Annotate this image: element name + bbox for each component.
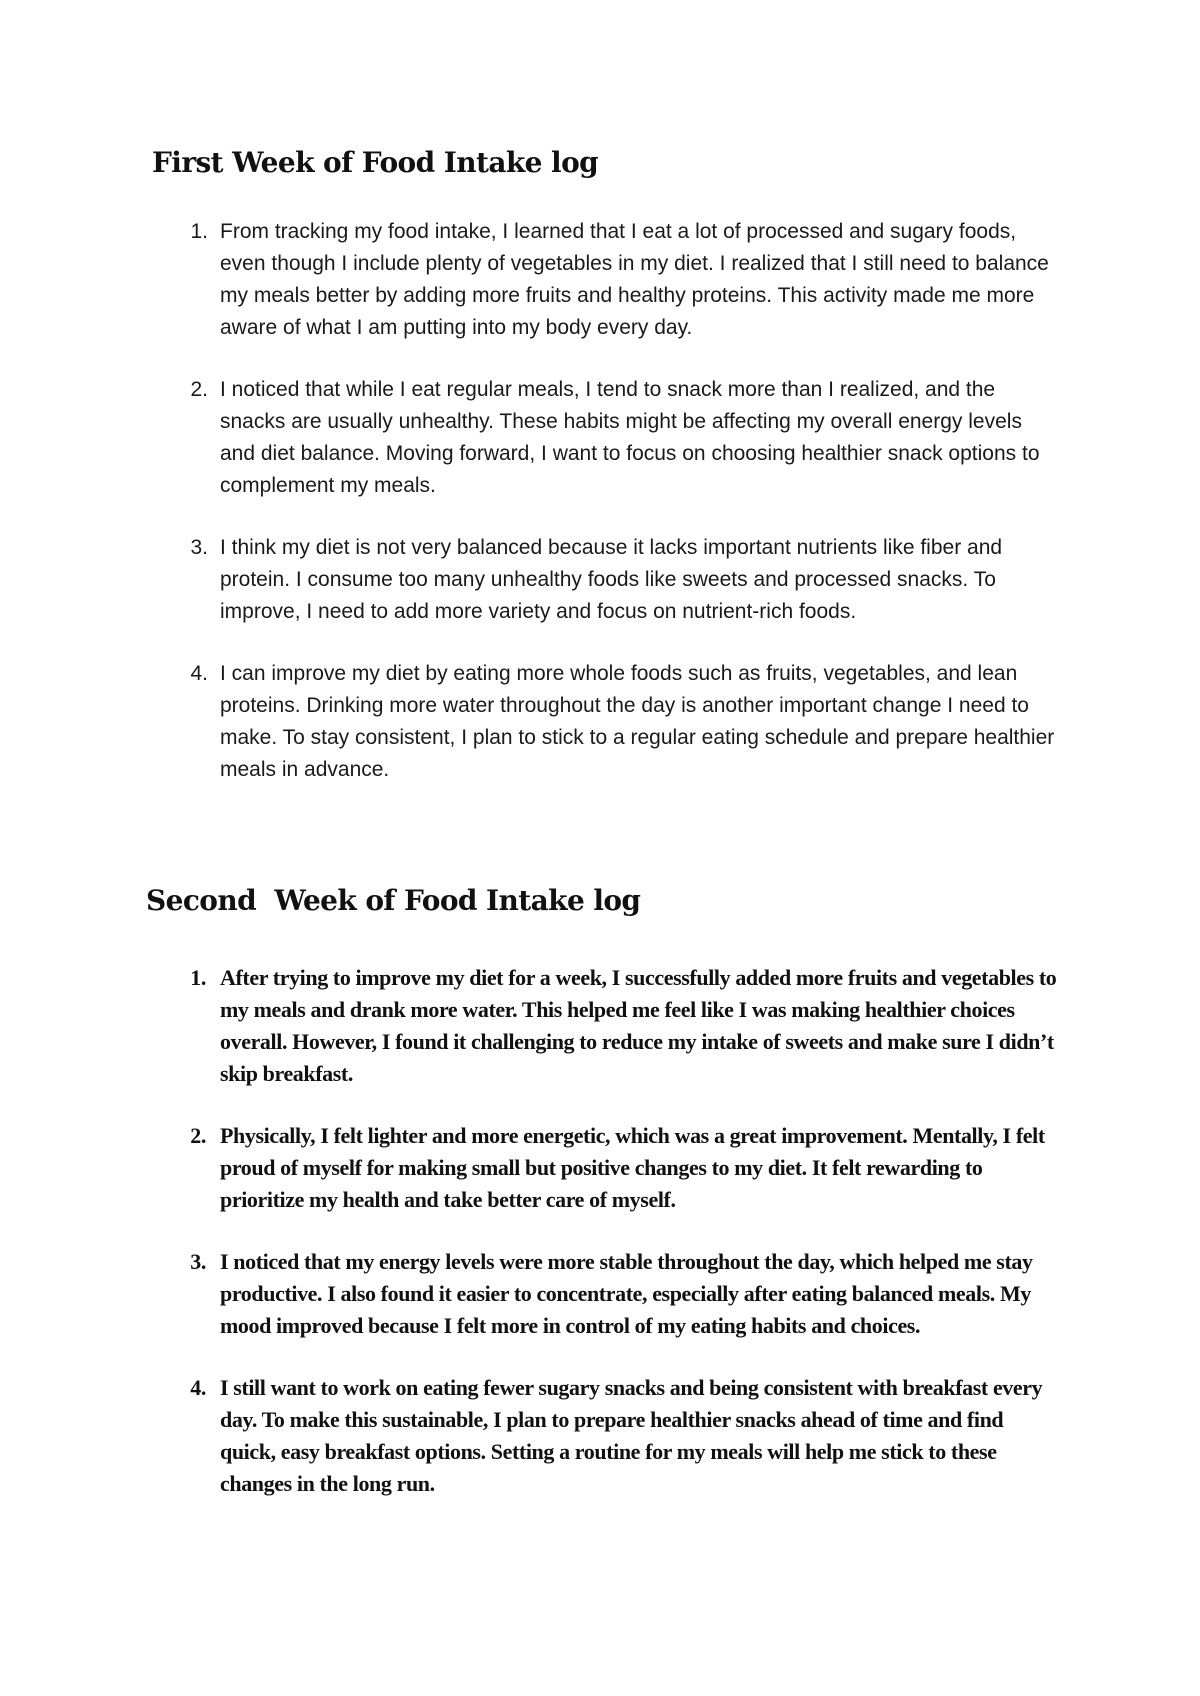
- list-item: [182, 532, 1062, 628]
- list-item-number: 3.: [190, 1249, 206, 1274]
- list-item-number: 4.: [190, 1375, 206, 1400]
- list-item-number: 1.: [190, 965, 206, 990]
- list-item: [182, 216, 1062, 344]
- list-item-text: From tracking my food intake, I learned that I eat a lot of processed and sugary foods, even though I include plenty of vegetables in my diet. I realized that I still need to balance my meals better by adding more fruits and healthy proteins. This activity made me more aware of what I am putting into my body every day.: [220, 220, 1049, 339]
- list-item: [182, 658, 1062, 786]
- list-item: [182, 374, 1062, 502]
- list-item-number: 2.: [190, 1123, 206, 1148]
- list-item-text: I think my diet is not very balanced because it lacks important nutrients like fiber and protein. I consume too many unhealthy foods like sweets and processed snacks. To improve, I need to add more variety and focus on nutrient-rich foods.: [220, 536, 1003, 623]
- list-item-text: After trying to improve my diet for a week, I successfully added more fruits and vegetables to my meals and drank more water. This helped me feel like I was making healthier choices overall. However, I found it challenging to reduce my intake of sweets and make sure I didn’t skip breakfast.: [220, 965, 1057, 1086]
- list-item-text: I noticed that while I eat regular meals, I tend to snack more than I realized, and the snacks are usually unhealthy. These habits might be affecting my overall energy levels and diet balance. Moving forward, I want to focus on choosing healthier snack options to complement my meals.: [220, 378, 1040, 497]
- list-item: [182, 1246, 1062, 1342]
- list-item-number: 4.: [190, 662, 208, 685]
- list-item-text: I can improve my diet by eating more whole foods such as fruits, vegetables, and lean proteins. Drinking more water throughout the day is another important change I need to make. To stay consistent, I plan to stick to a regular eating schedule and prepare healthier meals in advance.: [220, 662, 1055, 781]
- first-week-list: [182, 216, 1062, 816]
- list-item: [182, 1120, 1062, 1216]
- list-item-text: I still want to work on eating fewer sugary snacks and being consistent with breakfast every day. To make this sustainable, I plan to prepare healthier snacks ahead of time and find quick, easy breakfast options. Setting a routine for my meals will help me stick to these changes in the long run.: [220, 1375, 1043, 1496]
- second-week-list: [182, 962, 1062, 1530]
- list-item-number: 1.: [190, 220, 208, 243]
- list-item-number: 3.: [190, 536, 208, 559]
- list-item-text: I noticed that my energy levels were more stable throughout the day, which helped me stay productive. I also found it easier to concentrate, especially after eating balanced meals. My mood improved because I felt more in control of my eating habits and choices.: [220, 1249, 1033, 1338]
- second-week-heading: Second Week of Food Intake log: [146, 884, 641, 917]
- first-week-heading: First Week of Food Intake log: [152, 146, 599, 179]
- list-item: [182, 962, 1062, 1090]
- list-item-text: Physically, I felt lighter and more energetic, which was a great improvement. Mentally, I felt proud of myself for making small but positive changes to my diet. It felt rewarding to prioritize my health and take better care of myself.: [220, 1123, 1045, 1212]
- list-item-number: 2.: [190, 378, 208, 401]
- list-item: [182, 1372, 1062, 1500]
